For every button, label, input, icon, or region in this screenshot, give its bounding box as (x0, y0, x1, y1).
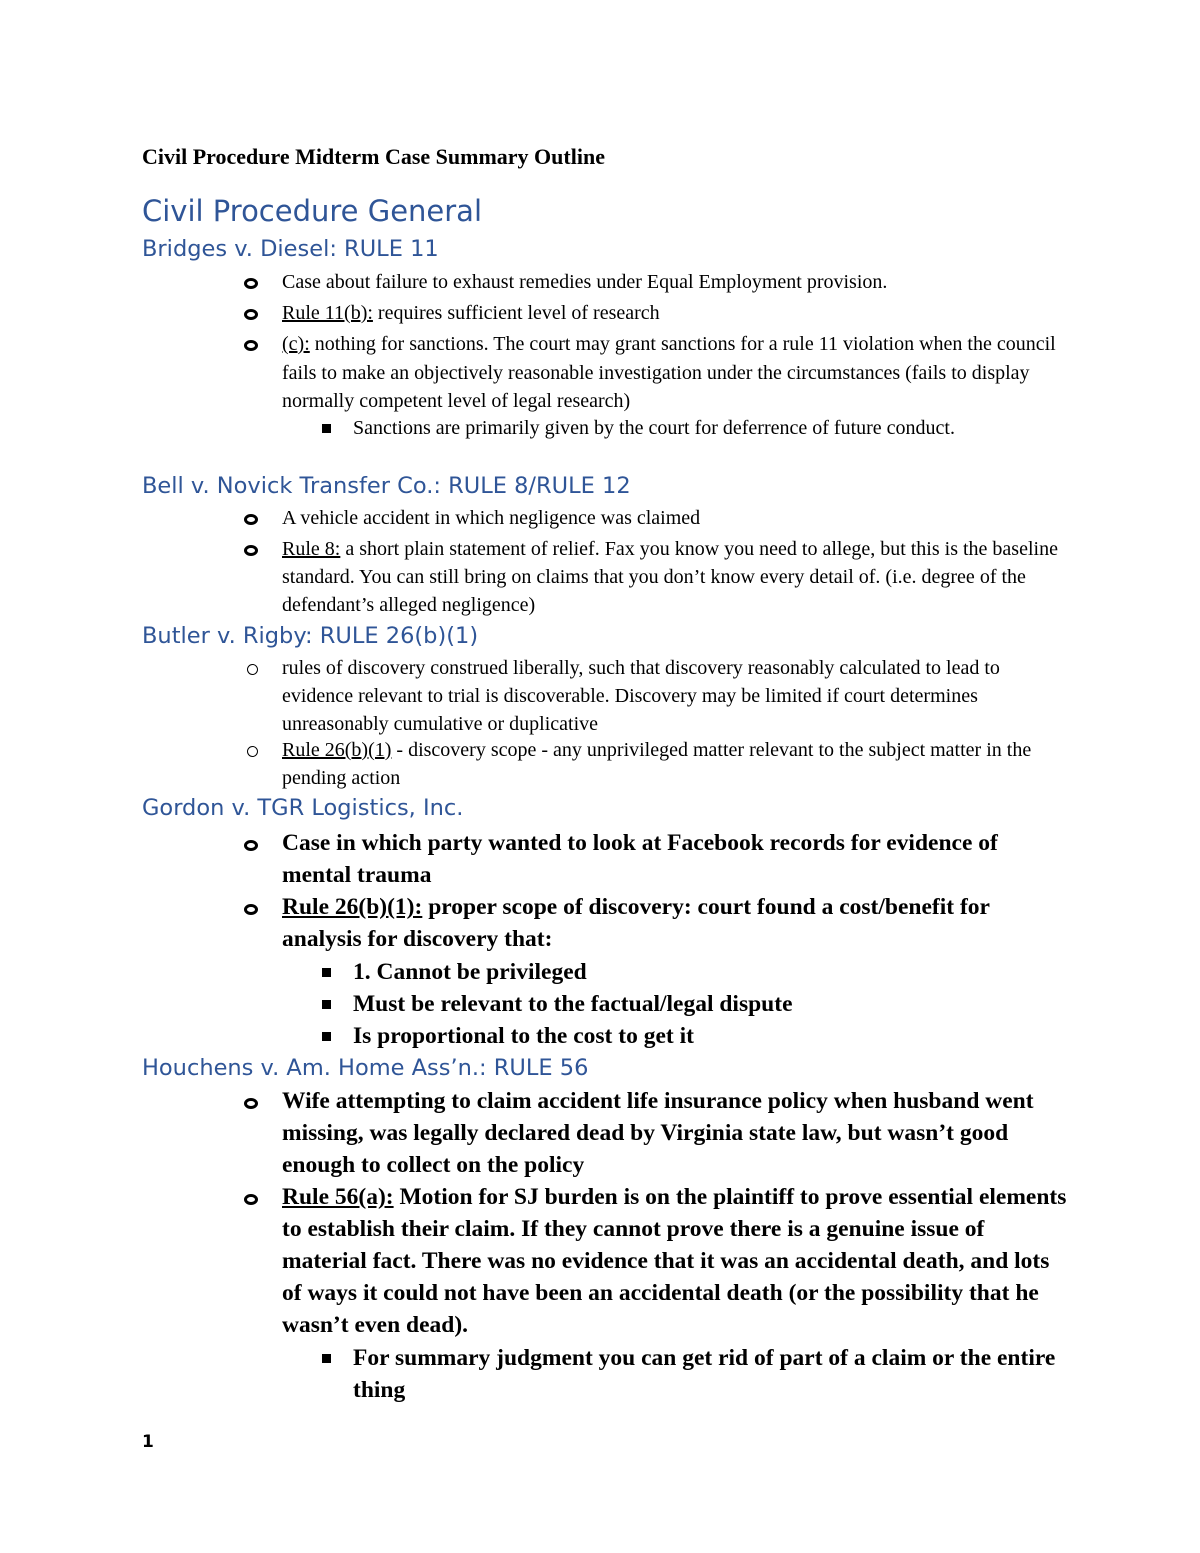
case-subnote: Is proportional to the cost to get it (353, 1023, 694, 1049)
hollow-bullet-icon (244, 340, 258, 351)
rule-text: proper scope of discovery: court found a cost/benefit for analysis for discovery that: (282, 894, 990, 952)
square-bullet-icon (322, 1000, 331, 1009)
rule-text: - discovery scope - any unprivileged matter relevant to the subject matter in the pending action (282, 739, 1032, 789)
hollow-bullet-icon (244, 904, 258, 915)
square-bullet-icon (322, 968, 331, 977)
rule-label: Rule 56(a): (282, 1184, 394, 1210)
square-bullet-icon (322, 1354, 331, 1363)
hollow-bullet-icon (247, 746, 258, 757)
rule-label: Rule 26(b)(1) (282, 739, 392, 761)
rule-label: Rule 26(b)(1): (282, 894, 423, 920)
case-note (282, 891, 1072, 955)
rule-label: Rule 8: (282, 538, 341, 560)
hollow-bullet-icon (247, 664, 258, 675)
case-heading-bridges: Bridges v. Diesel: RULE 11 (142, 236, 439, 262)
case-note (282, 299, 1062, 327)
case-subnote: Must be relevant to the factual/legal dispute (353, 991, 793, 1017)
case-note: rules of discovery construed liberally, such that discovery reasonably calculated to lead to evidence relevant to trial is discoverable. Discovery may be limited if court determines unreasonably cumulative or duplicative (282, 657, 1000, 735)
case-note: Case about failure to exhaust remedies under Equal Employment provision. (282, 271, 888, 293)
section-heading: Civil Procedure General (142, 194, 483, 228)
case-note: Wife attempting to claim accident life insurance policy when husband went missing, was legally declared dead by Virginia state law, but wasn’t good enough to collect on the policy (282, 1088, 1034, 1178)
case-note: Case in which party wanted to look at Facebook records for evidence of mental trauma (282, 830, 998, 888)
case-subnote: For summary judgment you can get rid of part of a claim or the entire thing (353, 1345, 1056, 1403)
case-heading-gordon: Gordon v. TGR Logistics, Inc. (142, 795, 464, 821)
rule-label: Rule 11(b): (282, 302, 373, 324)
case-note (282, 535, 1072, 619)
case-heading-bell: Bell v. Novick Transfer Co.: RULE 8/RULE 12 (142, 473, 631, 499)
case-note: A vehicle accident in which negligence was claimed (282, 507, 701, 529)
page-number: 1 (142, 1432, 154, 1452)
case-subnote: Sanctions are primarily given by the court for deferrence of future conduct. (353, 417, 955, 439)
hollow-bullet-icon (244, 840, 258, 851)
document-title: Civil Procedure Midterm Case Summary Outline (142, 144, 605, 169)
case-heading-houchens: Houchens v. Am. Home Ass’n.: RULE 56 (142, 1055, 589, 1081)
hollow-bullet-icon (244, 514, 258, 525)
case-note (282, 736, 1062, 792)
hollow-bullet-icon (244, 545, 258, 556)
rule-text: a short plain statement of relief. Fax you know you need to allege, but this is the baseline standard. You can still bring on claims that you don’t know every detail of. (i.e. degree of the defendant’s alleged negligence) (282, 538, 1058, 616)
case-note (282, 330, 1062, 416)
rule-text: nothing for sanctions. The court may grant sanctions for a rule 11 violation when the council fails to make an objectively reasonable investigation under the circumstances (fails to display normally competent level of legal research) (282, 333, 1056, 412)
square-bullet-icon (322, 424, 331, 433)
rule-text: Motion for SJ burden is on the plaintiff to prove essential elements to establish their claim. If they cannot prove there is a genuine issue of material fact. There was no evidence that it was an accidental death, and lots of ways it could not have been an accidental death (or the possibility that he wasn’t even dead). (282, 1184, 1067, 1338)
case-note (282, 1181, 1072, 1341)
rule-label: (c): (282, 333, 310, 355)
case-subnote: 1. Cannot be privileged (353, 959, 587, 985)
case-heading-butler: Butler v. Rigby: RULE 26(b)(1) (142, 623, 479, 649)
hollow-bullet-icon (244, 278, 258, 289)
hollow-bullet-icon (244, 1194, 258, 1205)
hollow-bullet-icon (244, 1098, 258, 1109)
square-bullet-icon (322, 1032, 331, 1041)
rule-text: requires sufficient level of research (372, 302, 660, 324)
hollow-bullet-icon (244, 309, 258, 320)
